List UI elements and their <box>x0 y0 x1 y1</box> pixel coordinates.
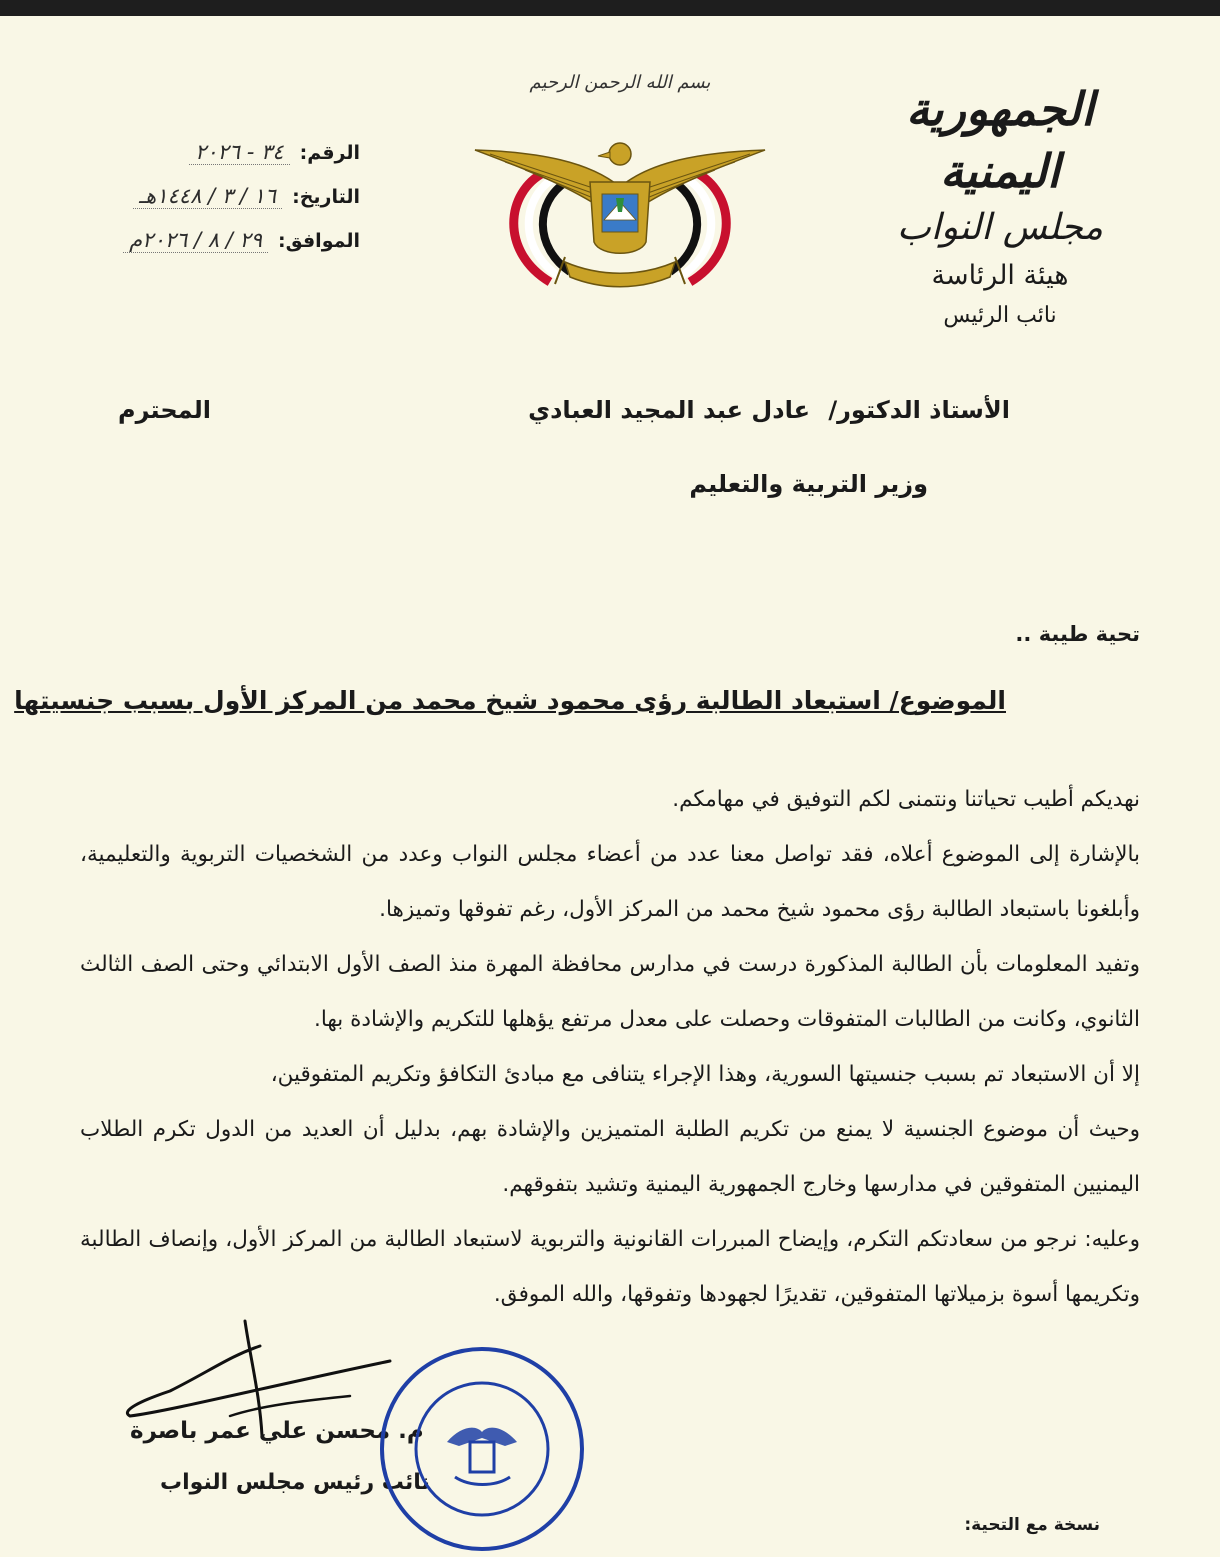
body-paragraph: نهديكم أطيب تحياتنا ونتمنى لكم التوفيق في مهامكم. <box>672 787 1140 812</box>
addressee-position: وزير التربية والتعليم <box>689 470 928 498</box>
greeting: تحية طيبة .. <box>1015 622 1140 646</box>
addressee-honorific: المحترم <box>118 396 211 424</box>
reference-block <box>30 140 360 272</box>
letterhead-parliament: مجلس النواب <box>896 207 1104 248</box>
copy-to-label: نسخة مع التحية: <box>964 1515 1100 1535</box>
reference-number-label: الرقم: <box>299 142 360 164</box>
reference-number-value: ٣٤ - ٢٠٢٦ <box>189 140 290 165</box>
basmala: بسم الله الرحمن الرحيم <box>529 72 711 93</box>
addressee-title: الأستاذ الدكتور/ <box>828 396 1010 424</box>
top-black-bar <box>0 0 1220 16</box>
addressee-name: عادل عبد المجيد العبادي <box>528 396 810 424</box>
letterhead <box>840 78 1160 334</box>
subject-line: الموضوع/ استبعاد الطالبة رؤى محمود شيخ محمد من المركز الأول بسبب جنسيتها <box>14 686 1006 715</box>
letterhead-republic: الجمهورية اليمنية <box>906 82 1094 198</box>
letterhead-vice-president: نائب الرئيس <box>943 303 1057 328</box>
body-paragraph: وحيث أن موضوع الجنسية لا يمنع من تكريم الطلبة المتميزين والإشادة بهم، بدليل أن العديد من الدول تكرم الطلاب اليمنيين المتفوقين في مدارسها وخارج الجمهورية اليمنية وتشيد بتفوقهم. <box>80 1117 1140 1197</box>
letter-body <box>80 772 1140 1322</box>
reference-corresponding-row <box>30 228 360 272</box>
addressee-line <box>528 396 1010 424</box>
body-paragraph: إلا أن الاستبعاد تم بسبب جنسيتها السورية، وهذا الإجراء يتنافى مع مبادئ التكافؤ وتكريم المتفوقين، <box>270 1062 1140 1087</box>
yemen-emblem-icon <box>470 132 770 292</box>
reference-corresponding-label: الموافق: <box>278 230 360 252</box>
reference-date-row <box>30 184 360 228</box>
body-paragraph: وعليه: نرجو من سعادتكم التكرم، وإيضاح المبررات القانونية والتربوية لاستبعاد الطالبة من المركز الأول، وإنصاف الطالبة وتكريمها أسوة بزميلاتها المتفوقين، تقديرًا لجهودها وتفوقها، والله الموفق. <box>80 1227 1140 1307</box>
official-stamp-icon <box>375 1342 590 1557</box>
reference-number-row <box>30 140 360 184</box>
signatory-name: م. محسن علي عمر باصرة <box>130 1418 424 1444</box>
body-paragraph: بالإشارة إلى الموضوع أعلاه، فقد تواصل معنا عدد من أعضاء مجلس النواب وعدد من الشخصيات التربوية والتعليمية، وأبلغونا باستبعاد الطالبة رؤى محمود شيخ محمد من المركز الأول، رغم تفوقها وتميزها. <box>80 842 1140 922</box>
reference-date-value: ١٦ / ٣ / ١٤٤٨هـ <box>133 184 282 209</box>
reference-date-label: التاريخ: <box>292 186 360 208</box>
signatory-title: نائب رئيس مجلس النواب <box>160 1470 430 1495</box>
body-paragraph: وتفيد المعلومات بأن الطالبة المذكورة درست في مدارس محافظة المهرة منذ الصف الأول الابتدائي وحتى الصف الثالث الثانوي، وكانت من الطالبات المتفوقات وحصلت على معدل مرتفع يؤهلها للتكريم والإشادة بها. <box>80 952 1140 1032</box>
letterhead-presidency: هيئة الرئاسة <box>931 260 1069 291</box>
reference-corresponding-value: ٢٩ / ٨ / ٢٠٢٦م <box>123 228 268 253</box>
